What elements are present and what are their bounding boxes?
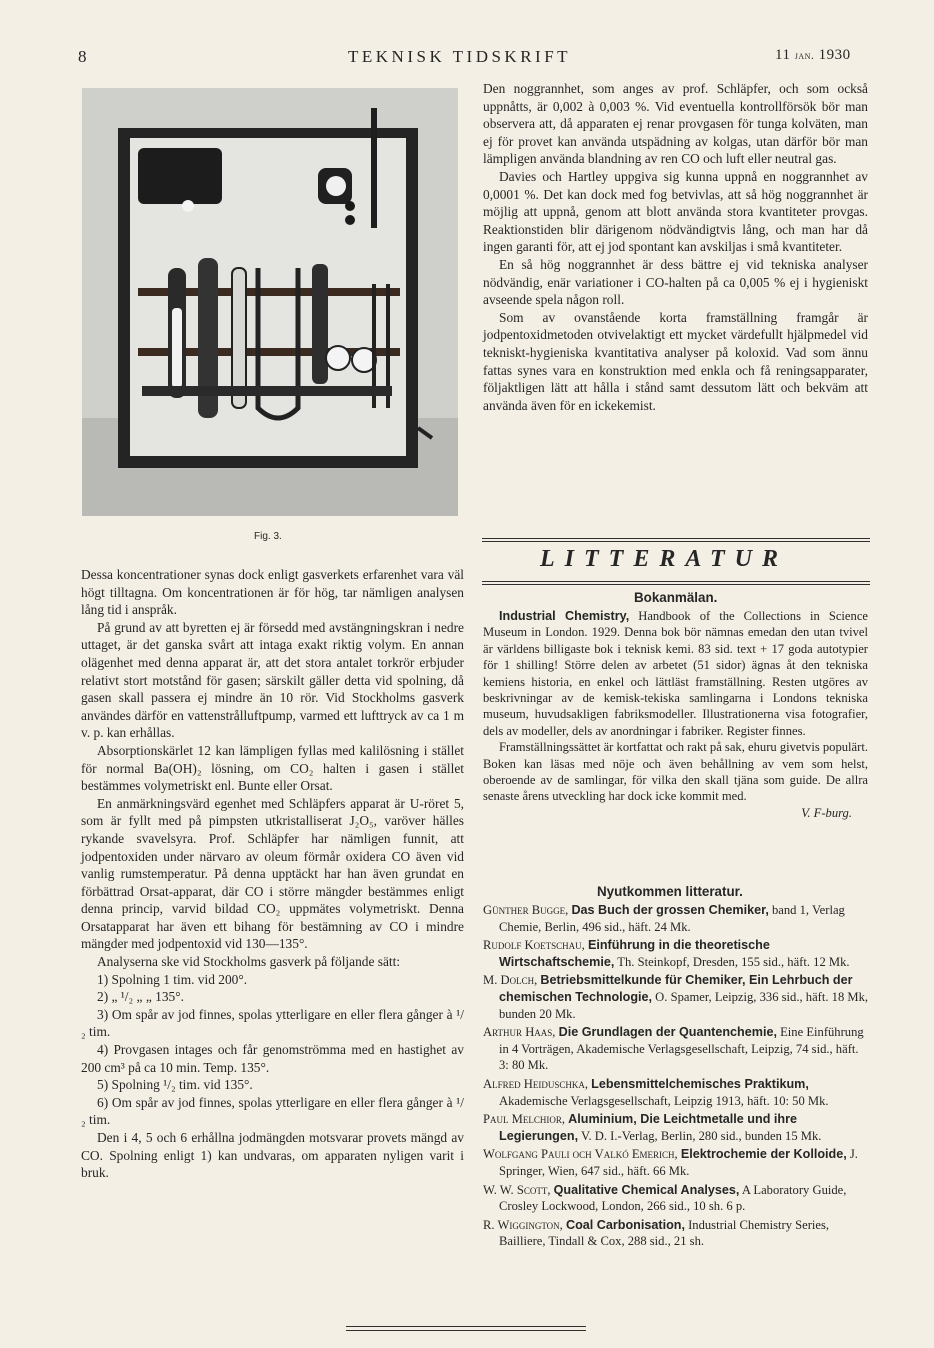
right-paragraph: Davies och Hartley uppgiva sig kunna uppnå en noggrannhet av 0,0001 %. Det kan dock med fog betvivlas, att så hög noggrannhet är möjlig att uppnå, genom att blott använda stora kvantiteter provgas. Reaktionstiden blir därigenom nödvändigtvis lång, och man har då ingen garanti för, att ej jod spontant kan avskiljas i små kvantiteter. bbox=[483, 168, 868, 255]
review-signature: V. F-burg. bbox=[801, 805, 852, 820]
book-review bbox=[483, 608, 868, 821]
page-number: 8 bbox=[78, 47, 87, 66]
left-paragraph: En anmärkningsvärd egenhet med Schläpfers apparat är U-röret 5, som är fyllt med på pimpsten utkristalliserat J₂O₅, varöver hälles rykande svavelsyra. Prof. Schläpfer har nämligen funnit, att jodpentoxiden under närvaro av oleum förmår oxidera CO även vid vanlig rumstemperatur. På denna upptäckt har han även grundat en förbättrad Orsat-apparat, där CO i större mängder bestämmes enligt denna princip, varvid bildad CO₂ uppmätes volymetriskt. Denna Orsatapparat har även ett bihang för bestämning av CO i mindre mängder med jodpentoxid vid 130—135°. bbox=[81, 795, 464, 952]
issue-date-year: 1930 bbox=[818, 47, 851, 63]
issue-date-month: jan. bbox=[794, 48, 815, 62]
review-book-title: Industrial Chemistry, bbox=[499, 609, 630, 623]
reference-item: Rudolf Koetschau, Einführung in die theoretische Wirtschaftschemie, Th. Steinkopf, Dresden, 155 sid., häft. 12 Mk. bbox=[483, 938, 850, 969]
review-heading: Bokanmälan. bbox=[634, 590, 718, 605]
left-paragraph: På grund av att byretten ej är försedd med avstängningskran i nedre uttaget, är det ganska svårt att intaga exakt riktig volym. En annan olägenhet med denna apparat är, att det stora antalet torkrör erbjuder relativt stort motstånd för gasen; särskilt gäller detta vid spolning, då gasen skall passera ej mindre än 10 rör. Vid Stockholms gasverk användes därför en vattenstrålluftpump, varmed ett lufttryck av ca 1 m v. p. kan erhållas. bbox=[81, 619, 464, 741]
reference-list bbox=[483, 902, 869, 1252]
section-rule-top-2 bbox=[482, 541, 870, 542]
reference-item: M. Dolch, Betriebsmittelkunde für Chemiker, Ein Lehrbuch der chemischen Technologie, O. Spamer, Leipzig, 336 sid., häft. 18 Mk, bunden 20 Mk. bbox=[483, 973, 869, 1021]
reference-item: Günther Bugge, Das Buch der grossen Chemiker, band 1, Verlag Chemie, Berlin, 496 sid., häft. 24 Mk. bbox=[483, 903, 845, 934]
figure-caption: Fig. 3. bbox=[254, 531, 282, 542]
page-end-rule-2 bbox=[346, 1330, 586, 1331]
right-paragraph: Som av ovanstående korta framställning framgår är jodpentoxidmetoden otvivelaktigt ett mycket värdefullt hjälpmedel vid tekniskt-hygieniska kvantitativa analyser på koloxid. Vad som ännu fattas synes vara en konstruktion med enkla och få reningsapparater, följaktligen lätt att hålla i stånd samt dessutom lätt och bekväm att använda även för en ickekemist. bbox=[483, 309, 868, 413]
section-rule-top bbox=[482, 538, 870, 539]
analysis-step: 6) Om spår av jod finnes, spolas ytterligare en eller flera gånger à ¹/₂ tim. bbox=[81, 1094, 464, 1128]
literature-title: LITTERATUR bbox=[540, 546, 789, 572]
analysis-step: 1) Spolning 1 tim. vid 200°. bbox=[97, 971, 248, 987]
page-end-rule bbox=[346, 1326, 586, 1327]
left-paragraph: Analyserna ske vid Stockholms gasverk på följande sätt: bbox=[97, 954, 401, 970]
right-paragraph: Den noggrannhet, som anges av prof. Schläpfer, och som också uppnåtts, är 0,002 à 0,003 %. Vid eventuella kontrollförsök bör man observera att, då apparaten ej renar provgasen för tunga kolväten, man ej för provet kan använda utspädning av kolgas, utan därför bör man lämpligen använda blandning av ren CO och luft eller neutral gas. bbox=[483, 81, 868, 167]
apparatus-photo-image bbox=[82, 88, 458, 516]
left-paragraph: Absorptionskärlet 12 kan lämpligen fyllas med kalilösning i stället för normal Ba(OH)₂ lösning, om CO₂ halten i gasen i stället bestämmes volymetriskt enl. Bunte eller Orsat. bbox=[81, 742, 464, 794]
analysis-step: 2) „ ¹/₂ „ „ 135°. bbox=[97, 989, 184, 1005]
issue-date-day: 11 bbox=[775, 47, 791, 63]
reference-item: Arthur Haas, Die Grundlagen der Quantenchemie, Eine Einführung in 4 Vorträgen, Akademische Verlagsgesellschaft, Leipzig, 74 sid., häft. 3: 80 Mk. bbox=[483, 1025, 864, 1073]
reference-item: Wolfgang Pauli och Valkó Emerich, Elektrochemie der Kolloide, J. Springer, Wien, 647 sid., häft. 66 Mk. bbox=[483, 1147, 858, 1178]
review-text: Handbook of the Collections in Science Museum in London. 1929. Denna bok bör nämnas emedan den utan tvivel är världens billigaste bok i teknisk kemi. 83 sid. text + 17 goda autotypier för 1 shilling! Större delen av arbetet (51 sidor) ägnas åt den tekniska kemiens historia, en enkel och lättläst framställning. Resten utgöres av beskrivningar av de kemisk-tekiska samlingarna i Londons tekniska museum, huvudsakligen fabriksmodeller. Illustrationerna visa fotografier, dels av modeller, dels av anordningar i fabriker. Register finnes. bbox=[483, 609, 868, 738]
left-paragraph: Dessa koncentrationer synas dock enligt gasverkets erfarenhet vara väl högt tilltagna. Om koncentrationen är för hög, tar nämligen analysen lång tid i anspråk. bbox=[81, 567, 464, 618]
analysis-steps bbox=[81, 971, 464, 1182]
left-column bbox=[81, 566, 464, 1182]
reference-item: W. W. Scott, Qualitative Chemical Analyses, A Laboratory Guide, Crosley Lockwood, London, 266 sid., 10 sh. 6 p. bbox=[483, 1182, 847, 1214]
apparatus-photo bbox=[82, 88, 458, 516]
analysis-step: 5) Spolning ¹/₂ tim. vid 135°. bbox=[97, 1077, 253, 1093]
section-rule-bottom-2 bbox=[482, 584, 870, 585]
review-text-2: Framställningssättet är kortfattat och rakt på sak, ehuru givetvis populärt. Boken kan läsas med nöje och även behållning av vem som helst, oberoende av de samlingar, för vilka den skall tjäna som guide. De allra senaste årens utveckling har dock icke kommit med. bbox=[483, 740, 868, 804]
section-rule-bottom bbox=[482, 581, 870, 582]
reference-item: Alfred Heiduschka, Lebensmittelchemisches Praktikum, Akademische Verlagsgesellschaft, Leipzig 1913, häft. 10: 50 Mk. bbox=[483, 1076, 829, 1108]
right-column bbox=[483, 80, 868, 414]
reference-item: Paul Melchior, Aluminium, Die Leichtmetalle und ihre Legierungen, V. D. I.-Verlag, Berlin, 280 sid., bunden 15 Mk. bbox=[483, 1112, 822, 1143]
analysis-step: Den i 4, 5 och 6 erhållna jodmängden motsvarar provets mängd av CO. Spolning enligt 1) kan undvaras, om apparaten nyligen varit i bruk. bbox=[81, 1130, 464, 1181]
journal-title: TEKNISK TIDSKRIFT bbox=[348, 47, 572, 66]
new-literature-heading: Nyutkommen litteratur. bbox=[597, 884, 743, 899]
right-paragraph: En så hög noggrannhet är dess bättre ej vid tekniska analyser nödvändig, enär variationer i CO-halten på ca 0,005 % ej i hygieniskt avseende spela någon roll. bbox=[483, 256, 868, 308]
reference-item: R. Wiggington, Coal Carbonisation, Industrial Chemistry Series, Bailliere, Tindall & Cox, 288 sid., 21 sh. bbox=[483, 1217, 830, 1249]
analysis-step: 4) Provgasen intages och får genomströmma med en hastighet av 200 cm³ på ca 10 min. Temp. 135°. bbox=[81, 1042, 464, 1075]
issue-date bbox=[775, 47, 851, 64]
analysis-step: 3) Om spår av jod finnes, spolas ytterligare en eller flera gånger à ¹/₂ tim. bbox=[81, 1006, 464, 1040]
